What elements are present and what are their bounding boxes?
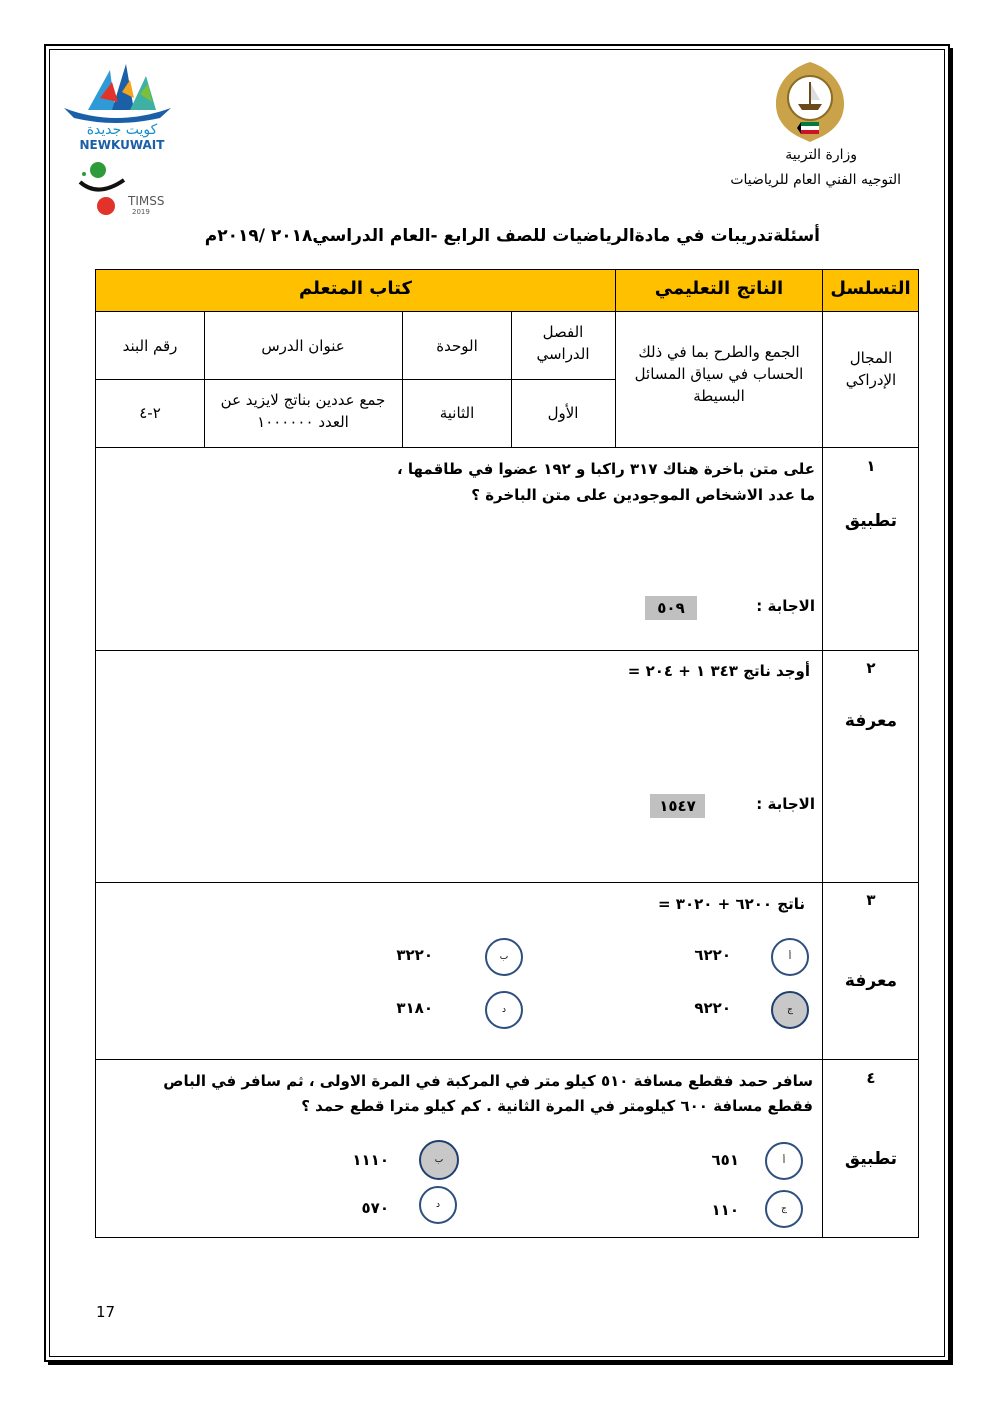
new-kuwait-english-text: NEWKUWAIT: [79, 138, 165, 152]
kuwait-emblem-icon: [768, 58, 852, 144]
timss-logo: [78, 158, 178, 220]
question-3-option-a[interactable]: أ: [771, 938, 809, 976]
item-value: ٢-٤: [139, 404, 161, 422]
question-2-answer: ١٥٤٧: [650, 794, 705, 818]
lesson-label: عنوان الدرس: [261, 337, 345, 355]
table-line: [95, 311, 919, 312]
question-3-option-d-value: ٣١٨٠: [396, 999, 433, 1017]
new-kuwait-arabic-text: كويت جديدة: [86, 122, 158, 138]
table-line: [511, 311, 512, 447]
question-2-level: معرفة: [844, 711, 898, 731]
question-4-option-c[interactable]: ج: [765, 1190, 803, 1228]
question-1-line-2: ما عدد الاشخاص الموجودين على متن الباخرة ؟: [471, 486, 815, 504]
question-1-line-1: على متن باخرة هناك ٣١٧ راكبا و ١٩٢ عضوا في طاقمها ،: [396, 460, 815, 478]
document-title: أسئلةتدريبات في مادةالرياضيات للصف الرابع -العام الدراسي٢٠١٨ /٢٠١٩م: [204, 226, 820, 246]
question-4-option-b-value: ١١١٠: [352, 1151, 389, 1169]
semester-label: الفصل الدراسي: [536, 323, 590, 363]
question-3-level: معرفة: [844, 971, 898, 991]
ministry-name: وزارة التربية: [785, 147, 857, 163]
table-line: [95, 269, 96, 1238]
header-book: كتاب المتعلم: [299, 278, 412, 299]
table-line: [95, 269, 919, 270]
question-4-line-1: سافر حمد فقطع مسافة ٥١٠ كيلو متر في المركبة في المرة الاولى ، ثم سافر في الباص: [163, 1072, 813, 1090]
question-3-option-b-value: ٣٢٢٠: [396, 946, 433, 964]
question-3-option-a-value: ٦٢٢٠: [694, 946, 731, 964]
page-border-shadow-bottom: [48, 1362, 953, 1365]
header-sequence: التسلسل: [830, 278, 911, 299]
question-3-number: ٣: [866, 891, 876, 909]
question-4-number: ٤: [866, 1069, 876, 1087]
question-1-answer: ٥٠٩: [645, 596, 697, 620]
page-number: 17: [96, 1303, 116, 1321]
question-4-option-a-value: ٦٥١: [711, 1151, 739, 1169]
domain-label: المجال الإدراكي: [845, 349, 897, 389]
table-line: [95, 447, 919, 448]
table-line: [95, 379, 615, 380]
unit-label: الوحدة: [436, 337, 478, 355]
question-4-level: تطبيق: [844, 1149, 898, 1169]
question-2-line-1: أوجد ناتج ٣٤٣ ١ + ٢٠٤ =: [627, 662, 810, 680]
question-1-answer-label: الاجابة :: [756, 597, 815, 615]
unit-value: الثانية: [439, 404, 475, 422]
new-kuwait-ship-icon: [60, 62, 175, 124]
question-1-number: ١: [866, 457, 876, 475]
timss-figure-icon: [78, 158, 128, 218]
timss-year: 2019: [132, 208, 150, 216]
question-1-level: تطبيق: [844, 511, 898, 531]
question-2-answer-label: الاجابة :: [756, 795, 815, 813]
question-3-option-c[interactable]: ج: [771, 991, 809, 1029]
page-border-shadow-right: [950, 48, 953, 1364]
ministry-emblem: [768, 58, 852, 144]
question-3-line-1: ناتج ٦٢٠٠ + ٣٠٢٠ =: [658, 895, 805, 913]
department-name: التوجيه الفني العام للرياضيات: [730, 172, 901, 188]
table-line: [95, 1059, 919, 1060]
question-3-option-b[interactable]: ب: [485, 938, 523, 976]
table-line: [402, 311, 403, 447]
question-2-number: ٢: [866, 659, 876, 677]
question-3-option-c-value: ٩٢٢٠: [694, 999, 731, 1017]
outcome-text: الجمع والطرح بما في ذلك الحساب في سياق المسائل البسيطة: [634, 343, 804, 405]
question-4-option-a[interactable]: أ: [765, 1142, 803, 1180]
table-line: [95, 650, 919, 651]
question-3-option-d[interactable]: د: [485, 991, 523, 1029]
table-line: [918, 269, 919, 1238]
question-4-option-d[interactable]: د: [419, 1186, 457, 1224]
question-4-line-2: فقطع مسافة ٦٠٠ كيلومتر في المرة الثانية . كم كيلو مترا قطع حمد ؟: [301, 1097, 813, 1115]
new-kuwait-logo: [60, 62, 175, 152]
table-line: [95, 882, 919, 883]
item-label: رقم البند: [122, 337, 178, 355]
timss-text: TIMSS: [128, 194, 165, 208]
header-outcome: الناتج التعليمي: [654, 278, 784, 299]
table-line: [822, 269, 823, 1238]
semester-value: الأول: [547, 404, 579, 422]
table-line: [95, 1237, 919, 1238]
question-4-option-c-value: ١١٠: [711, 1201, 739, 1219]
question-4-option-d-value: ٥٧٠: [361, 1199, 389, 1217]
questions-table: [95, 269, 919, 1238]
lesson-value: جمع عددين بناتج لايزيد عن العدد ١٠٠٠٠٠٠: [220, 391, 386, 431]
table-line: [204, 311, 205, 447]
question-4-option-b[interactable]: ب: [419, 1140, 459, 1180]
